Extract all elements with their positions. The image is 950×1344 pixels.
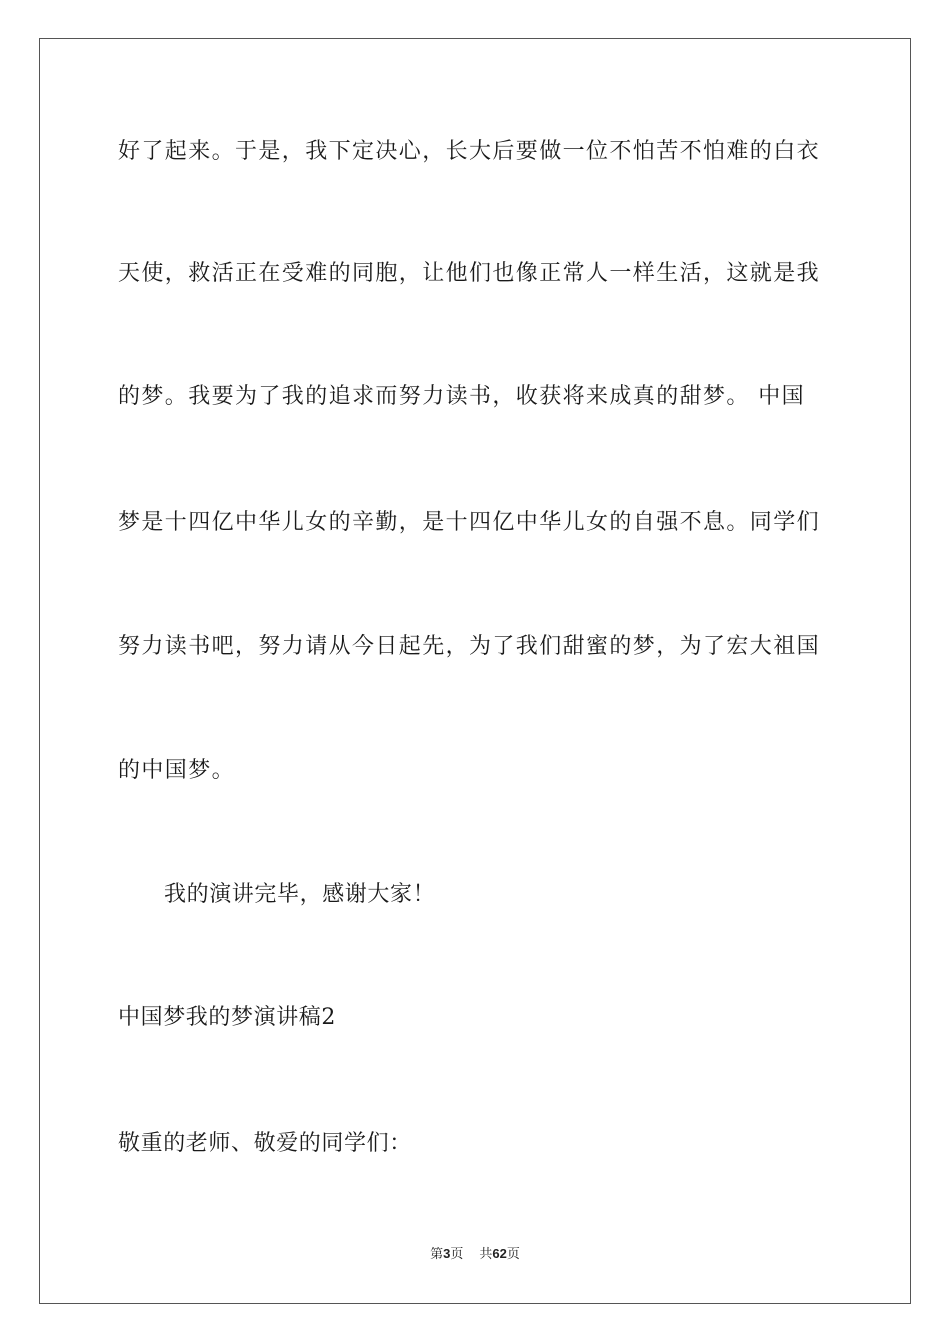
body-line-1: 好了起来。于是，我下定决心，长大后要做一位不怕苦不怕难的白衣 (118, 139, 821, 164)
salutation-line: 敬重的老师、敬爱的同学们： (118, 1131, 412, 1156)
body-line-5: 努力读书吧，努力请从今日起先，为了我们甜蜜的梦，为了宏大祖国 (118, 634, 821, 659)
page-number: 3 (443, 1246, 451, 1261)
body-line-3: 的梦。我要为了我的追求而努力读书，收获将来成真的甜梦。 中国 (118, 384, 805, 409)
body-line-2: 天使，救活正在受难的同胞，让他们也像正常人一样生活，这就是我 (118, 261, 821, 286)
body-line-4: 梦是十四亿中华儿女的辛勤，是十四亿中华儿女的自强不息。同学们 (118, 510, 821, 535)
total-suffix: 页 (506, 1247, 520, 1262)
section-heading: 中国梦我的梦演讲稿2 (118, 1005, 336, 1030)
page-border (39, 38, 911, 1304)
page-footer (0, 1245, 950, 1264)
total-pages: 62 (492, 1246, 507, 1261)
page-suffix: 页 (450, 1247, 464, 1262)
total-prefix: 共 (479, 1247, 493, 1262)
body-line-6: 的中国梦。 (118, 758, 236, 783)
closing-line: 我的演讲完毕，感谢大家！ (164, 882, 436, 907)
page-prefix: 第 (430, 1247, 444, 1262)
